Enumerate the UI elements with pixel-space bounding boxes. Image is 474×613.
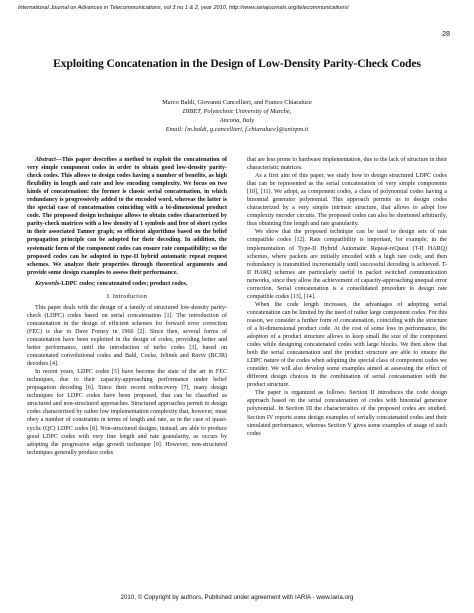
copyright-footer: 2010, © Copyright by authors, Published under agreement with IARIA - www.iaria.org <box>120 594 354 601</box>
left-column <box>27 156 227 457</box>
abstract <box>27 156 227 277</box>
page-number: 28 <box>442 29 450 38</box>
right-column <box>247 156 447 438</box>
keywords <box>27 280 227 288</box>
location: Ancona, Italy <box>219 117 255 124</box>
abstract-label: Abstract <box>35 157 56 163</box>
keywords-label: Keywords <box>35 280 60 287</box>
paragraph: that are less prone to hardware implementation, due to the lack of structure in their characteristic matrices. <box>247 157 447 172</box>
affiliation: DIBET, Polytechnic University of Marche, <box>182 108 292 115</box>
section-heading-introduction: I. Introduction <box>106 292 148 300</box>
email: Email: {m.baldi, g.cancellieri, f.chiaraluce}@univpm.it <box>165 126 309 133</box>
paragraph: This paper deals with the design of a family of structured low-density parity-check (LDPC) codes based on serial concatenation [1]. The introduction of concatenation in the design of efficient schemes for forward error correction (FEC) is due to Dave Forney in 1966 [2]. Since then, several forms of concatenation have been exploited in the design of codes, providing better and better performance, until the introduction of turbo codes [3], based on concatenated convolutional codes and Bahl, Cocke, Jelinek and Raviv (BCJR) decoders [4]. <box>27 304 227 368</box>
journal-header: International Journal on Advances in Telecommunications, vol 3 no 1 & 2, year 2010, http://www.iariajournals.org/telecommunications/ <box>18 5 349 11</box>
keywords-text: -LDPC codes; concatenated codes; product codes. <box>59 280 188 287</box>
author-block <box>0 98 474 134</box>
paragraph: We show that the proposed technique can be used to design sets of rate compatible codes [12]. Rate compatibility is important, for example, in the implementation of Type-II Hybrid Automatic Repeat-reQuest (T-II HARQ) schemes, where packets are initially encoded with a high rate code, and then redundancy is transmitted incrementally until successful decoding is achieved. T-II HARQ schemes are particularly useful in packet switched communication networks, since they allow the achievement of capacity-approaching unequal error correction. Serial concatenation is a consolidated procedure to design rate compatible codes [13], [14]. <box>247 229 447 300</box>
paragraph: The paper is organized as follows. Section II introduces the code design approach based on the serial concatenation of codes with binomial generator polynomial. In Section III the characteristics of the proposed codes are studied. Section IV reports some design examples of serially concatenated codes and their simulated performance, whereas Section V gives some examples of usage of such codes <box>247 390 447 437</box>
paragraph: In recent years, LDPC codes [5] have become the state of the art in FEC techniques, due to their capacity-approaching performance under belief propagation decoding [6]. Since their recent rediscovery [7], many design techniques for LDPC codes have been proposed, that can be classified as structured and non-structured approaches. Structured approaches permit to design codes characterized by rather low implementation complexity that, however, must obey a number of constraints in terms of length and rate, as in the case of quasi-cyclic (QC) LDPC codes [8]. Non-structured designs, instead, are able to produce good LDPC codes with very fine length and rate granularity, as occurs by adopting the progressive edge growth technique [9]. However, non-structured techniques generally produce codes <box>27 369 227 456</box>
abstract-text: —This paper describes a method to exploit the concatenation of very simple component codes in order to obtain good low-density parity-check codes. This allows to design codes having a number of benefits, as high flexibility in length and rate and low encoding complexity. We focus on two kinds of concatenation: the former is classic serial concatenation, in which redundancy is progressively added to the encoded word, whereas the latter is the special case of concatenation coinciding with a bi-dimensional product code. The proposed design technique allows to obtain codes characterized by parity-check matrices with a low density of 1 symbols and free of short cycles in their associated Tanner graph; so efficient algorithms based on the belief propagation principle can be adopted for their decoding. In addition, the systematic form of the component codes can ensure rate compatibility; so the proposed codes can be adopted in type-II hybrid automatic repeat request schemes. We analyze their properties through theoretical arguments and provide some design examples to assess their performance. <box>27 157 227 276</box>
paragraph: When the code length increases, the advantages of adopting serial concatenation can be limited by the need of rather large component codes. For this reason, we consider a further form of concatenation, coinciding with the structure of a bi-dimensional product code. At the cost of some loss in performance, the adoption of a product structure allows to keep small the size of the component codes while designing concatenated codes with large blocks. We then show that both the serial concatenation and the product structure are able to ensure the LDPC nature of the codes when adopting the special class of component codes we consider. We will also develop some examples aimed at assessing the effect of different design choices in the combination of serial concatenation with the product structure. <box>247 301 447 389</box>
paper-title: Exploiting Concatenation in the Design of Low-Density Parity-Check Codes <box>53 57 421 70</box>
author-names: Marco Baldi, Giovanni Cancellieri, and Franco Chiaraluce <box>162 99 312 106</box>
paragraph: As a first aim of this paper, we study how to design structured LDPC codes that can be represented as the serial concatenation of very simple components [10], [11]. We adopt, as component codes, a class of polynomial codes having a binomial generator polynomial. This approach permits us to design codes characterized by a very simple intrinsic structure, that allows to adopt low complexity encoder circuits. The proposed codes can also be shortened arbitrarily, thus obtaining fine length and rate granularity. <box>247 173 447 228</box>
